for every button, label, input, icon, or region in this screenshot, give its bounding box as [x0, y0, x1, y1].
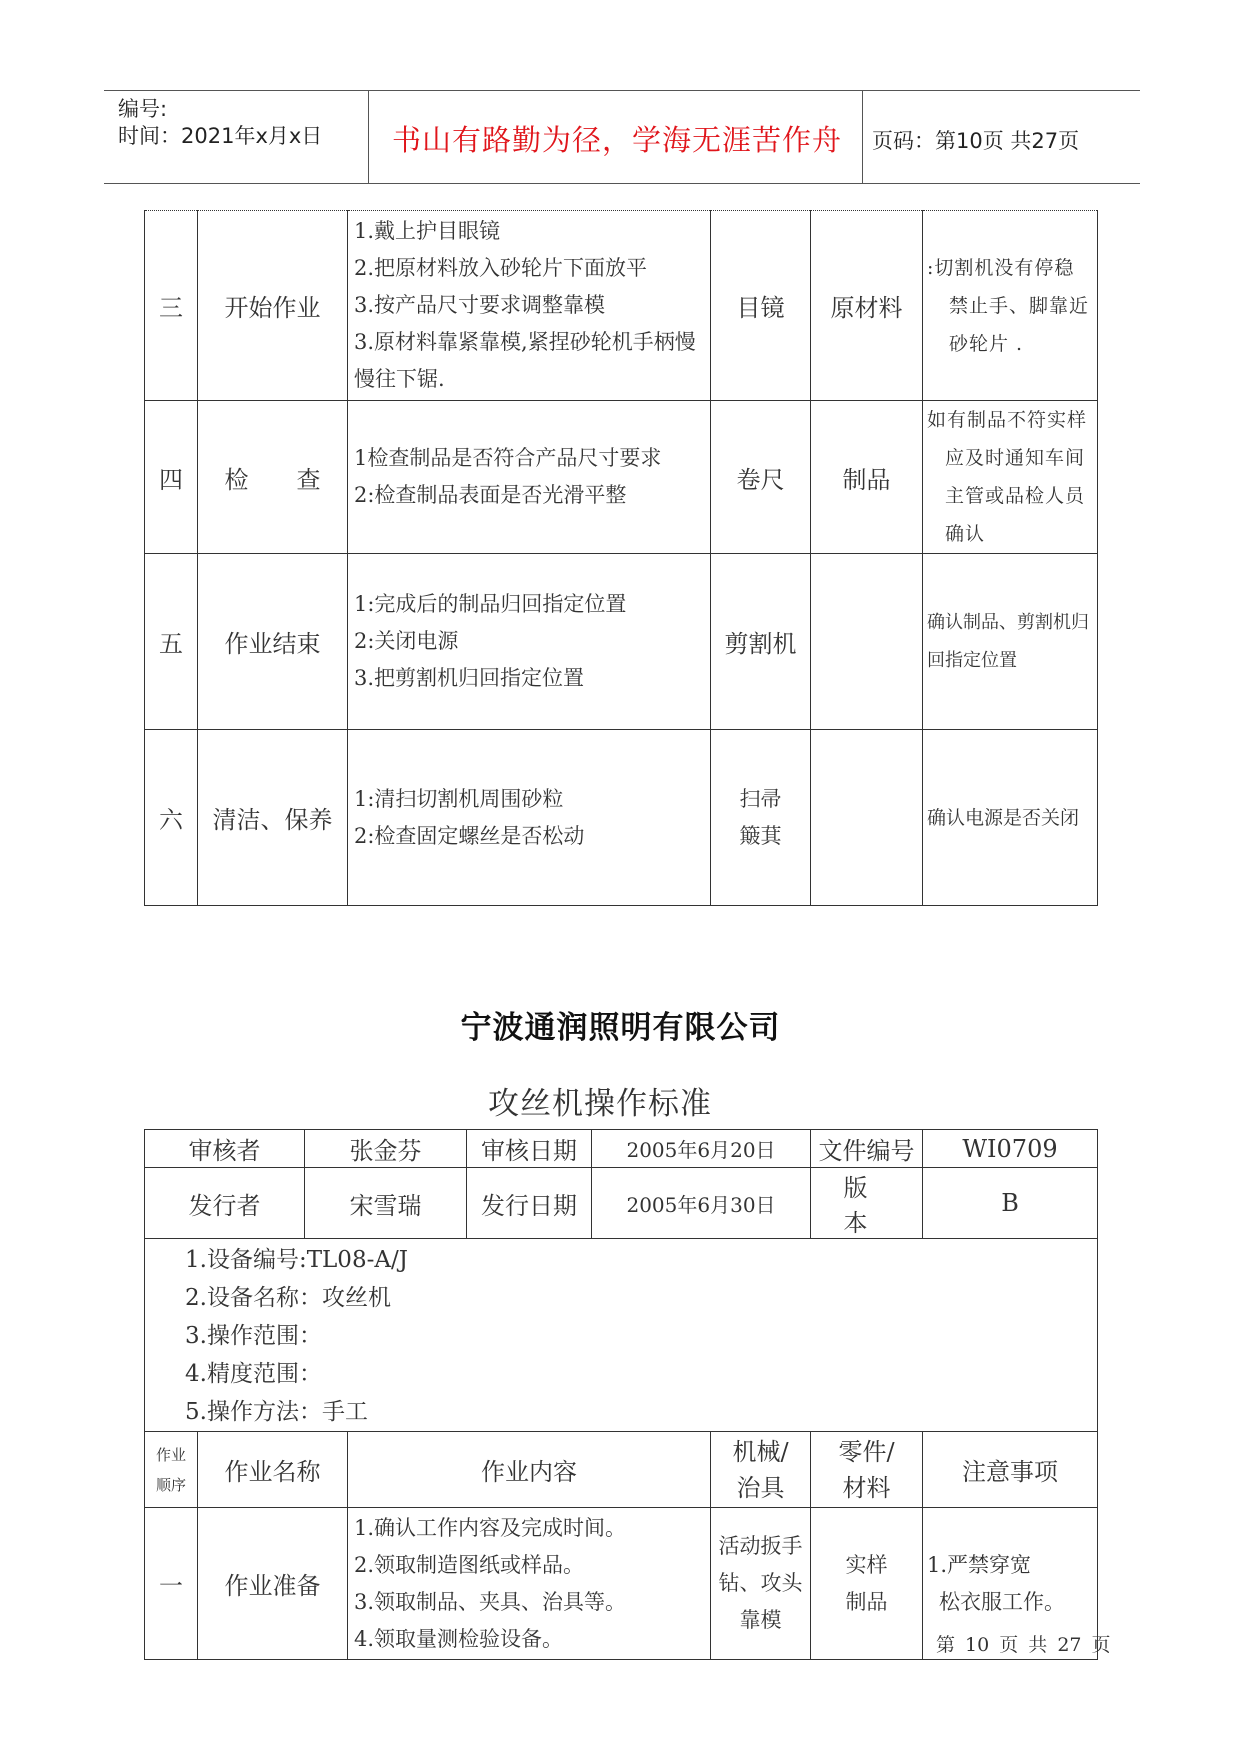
row-name: 检 查: [198, 401, 348, 554]
row-content: [348, 730, 711, 906]
review-date-value: 2005年6月20日: [592, 1130, 811, 1168]
note-line: 松衣服工作。: [939, 1589, 1066, 1614]
note-line: :切割机没有停稳: [927, 256, 1075, 279]
row-seq: 五: [145, 554, 198, 730]
row-tool: [711, 730, 811, 906]
content-line: 2:检查制品表面是否光滑平整: [354, 483, 627, 507]
review-date-label: 审核日期: [467, 1130, 592, 1168]
col-header-seq-line: 作业: [155, 1445, 186, 1464]
equipment-info: [145, 1239, 1098, 1432]
meta-row-review: [145, 1130, 1098, 1168]
col-header-tool-line: 机械/: [732, 1437, 789, 1466]
doc-no-label: 文件编号: [811, 1130, 923, 1168]
row-seq: 四: [145, 401, 198, 554]
reviewer-value: 张金芬: [305, 1130, 467, 1168]
row-note: [923, 211, 1098, 401]
issue-date-value: 2005年6月30日: [592, 1168, 811, 1239]
content-line: 3.把剪割机归回指定位置: [354, 666, 585, 690]
row-tool: [711, 1508, 811, 1660]
note-line: 1.严禁穿宽: [927, 1552, 1032, 1577]
company-name: 宁波通润照明有限公司: [460, 1010, 781, 1046]
issuer-value: 宋雪瑞: [305, 1168, 467, 1239]
content-line: 2.领取制造图纸或样品。: [354, 1552, 585, 1577]
row-material: [811, 554, 923, 730]
row-name: 清洁、保养: [198, 730, 348, 906]
col-header-seq: [145, 1432, 198, 1508]
process-table-continued: [144, 210, 1098, 906]
content-line: 1检查制品是否符合产品尺寸要求: [354, 446, 662, 470]
row-note: [923, 730, 1098, 906]
col-header-seq-line: 顺序: [155, 1475, 186, 1494]
reviewer-label: 审核者: [145, 1130, 305, 1168]
row-seq: 六: [145, 730, 198, 906]
content-line: 4.领取量测检验设备。: [354, 1626, 564, 1651]
row-tool: 卷尺: [711, 401, 811, 554]
note-line: 砂轮片 .: [949, 332, 1024, 355]
row-name: 作业结束: [198, 554, 348, 730]
row-note: [923, 554, 1098, 730]
meta-row-issue: [145, 1168, 1098, 1239]
issuer-label: 发行者: [145, 1168, 305, 1239]
document-title: 攻丝机操作标准: [488, 1086, 712, 1122]
version-value: B: [923, 1168, 1098, 1239]
col-header-content: 作业内容: [348, 1432, 711, 1508]
table-row: [145, 211, 1098, 401]
content-line: 3.领取制品、夹具、治具等。: [354, 1589, 627, 1614]
header-bottom-rule: [104, 183, 1140, 184]
header-top-rule: [104, 90, 1140, 91]
header-number-label: 编号:: [118, 97, 168, 121]
col-header-name: 作业名称: [198, 1432, 348, 1508]
doc-no-value: WI0709: [923, 1130, 1098, 1168]
row-tool: 目镜: [711, 211, 811, 401]
info-operation-range: 3.操作范围：: [185, 1323, 322, 1349]
col-header-material: [811, 1432, 923, 1508]
material-line: 制品: [845, 1589, 888, 1614]
col-header-tool-line: 治具: [736, 1473, 785, 1502]
note-line: 确认电源是否关闭: [927, 806, 1080, 829]
content-line: 1:完成后的制品归回指定位置: [354, 592, 627, 616]
content-line: 3.按产品尺寸要求调整靠模: [354, 293, 606, 317]
table-row: [145, 554, 1098, 730]
row-tool: 剪割机: [711, 554, 811, 730]
info-precision-range: 4.精度范围：: [185, 1361, 322, 1387]
header-divider-left: [368, 90, 369, 183]
issue-date-label: 发行日期: [467, 1168, 592, 1239]
info-equipment-no: 1.设备编号:TL08-A/J: [185, 1247, 408, 1273]
operation-standard-table: [144, 1129, 1098, 1660]
content-line: 1.确认工作内容及完成时间。: [354, 1515, 627, 1540]
row-content: [348, 1508, 711, 1660]
table-row: [145, 401, 1098, 554]
row-note: [923, 401, 1098, 554]
row-seq: 一: [145, 1508, 198, 1660]
note-line: 应及时通知车间: [945, 447, 1086, 469]
col-header-material-line: 零件/: [838, 1437, 895, 1466]
col-header-material-line: 材料: [842, 1473, 891, 1502]
info-operation-method: 5.操作方法：手工: [185, 1399, 368, 1425]
tool-line: 钻、攻头: [718, 1571, 803, 1595]
material-line: 实样: [845, 1552, 888, 1577]
row-material: [811, 730, 923, 906]
row-content: [348, 401, 711, 554]
equipment-info-row: [145, 1239, 1098, 1432]
content-line: 1.戴上护目眼镜: [354, 219, 501, 243]
note-line: 确认: [945, 523, 986, 545]
info-equipment-name: 2.设备名称：攻丝机: [185, 1285, 391, 1311]
row-material: 制品: [811, 401, 923, 554]
col-header-tool: [711, 1432, 811, 1508]
header-page-label: 页码：第10页 共27页: [872, 129, 1080, 153]
note-line: 主管或品检人员: [945, 485, 1086, 507]
column-header-row: [145, 1432, 1098, 1508]
page-footer: 第 10 页 共 27 页: [936, 1634, 1111, 1656]
row-material: 原材料: [811, 211, 923, 401]
col-header-note: 注意事项: [923, 1432, 1098, 1508]
note-line: 确认制品、剪割机归: [927, 611, 1089, 633]
tool-line: 簸萁: [739, 823, 782, 848]
row-name: 开始作业: [198, 211, 348, 401]
content-line: 2:检查固定螺丝是否松动: [354, 823, 585, 848]
note-line: 如有制品不符实样: [927, 409, 1088, 431]
content-line: 1:清扫切割机周围砂粒: [354, 786, 564, 811]
content-line: 2:关闭电源: [354, 629, 459, 653]
version-label: 版本: [811, 1168, 923, 1239]
header-time-label: 时间：2021年x月x日: [118, 124, 323, 148]
row-name: 作业准备: [198, 1508, 348, 1660]
note-line: 禁止手、脚靠近: [949, 294, 1090, 317]
row-content: [348, 211, 711, 401]
header-motto: 书山有路勤为径，学海无涯苦作舟: [392, 123, 843, 157]
tool-line: 靠模: [739, 1608, 782, 1632]
row-seq: 三: [145, 211, 198, 401]
content-line: 3.原材料靠紧靠模,紧捏砂轮机手柄慢: [354, 330, 696, 354]
content-line: 慢往下锯.: [354, 367, 445, 391]
table-row: [145, 730, 1098, 906]
tool-line: 活动扳手: [718, 1534, 803, 1558]
note-line: 回指定位置: [927, 649, 1017, 671]
content-line: 2.把原材料放入砂轮片下面放平: [354, 256, 648, 280]
row-content: [348, 554, 711, 730]
row-material: [811, 1508, 923, 1660]
tool-line: 扫帚: [739, 786, 782, 811]
header-divider-right: [862, 90, 863, 183]
